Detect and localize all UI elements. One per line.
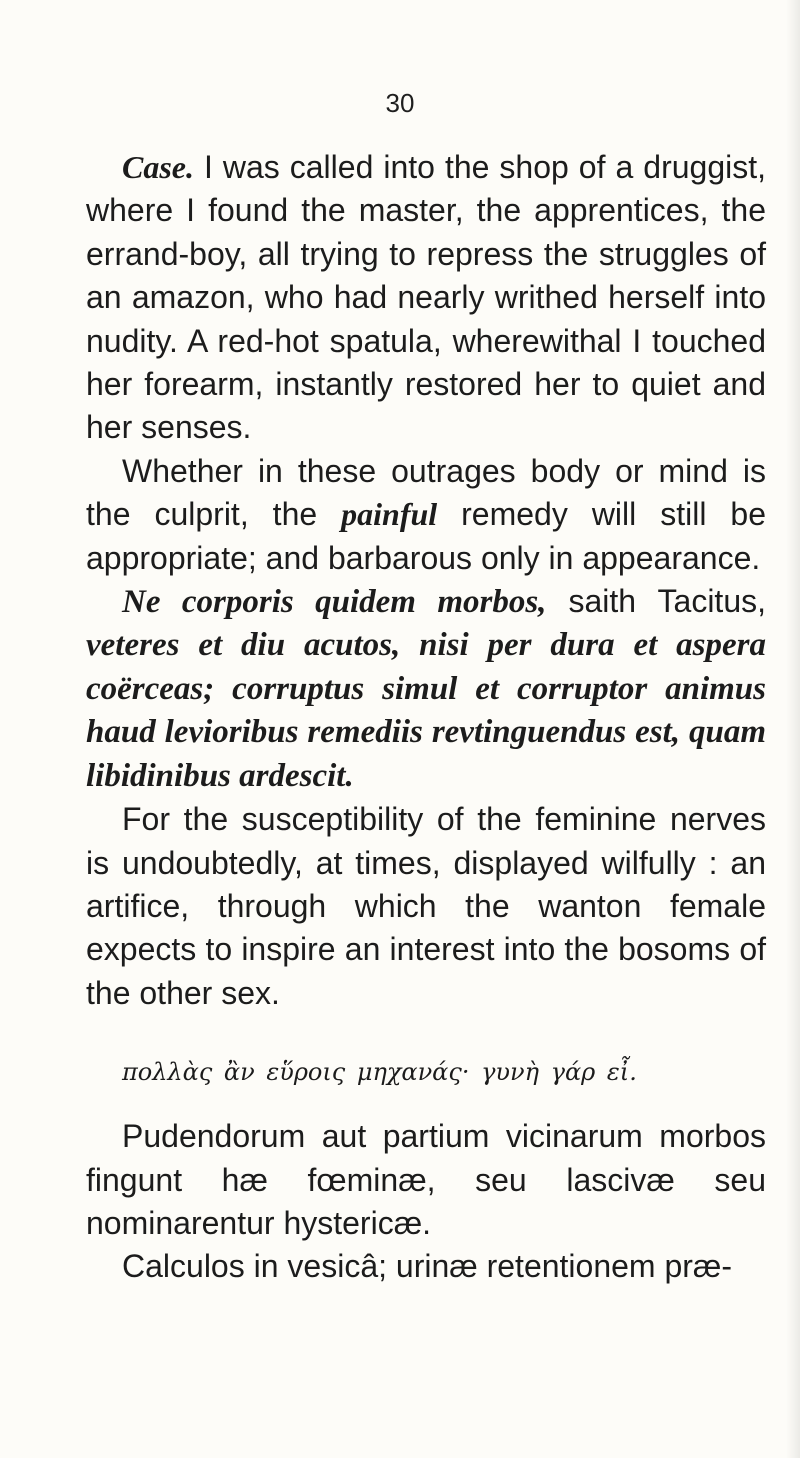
remedy-text-start: Whether in these outrages body or mind is the culprit, the [86,452,766,533]
paragraph-tacitus-quote [86,580,766,798]
page-number: 30 [385,88,415,118]
paragraph-pudendorum: Pudendorum aut partium vicinarum morbos fingunt hæ fœminæ, seu lascivæ seu nominarentur hystericæ. [86,1118,766,1241]
remedy-emphasis: painful [341,496,438,533]
quote-attribution: saith Tacitus, [546,583,766,620]
page-edge-shadow [786,0,800,1458]
paragraph-remedy [86,450,766,580]
remedy-text-end: remedy will still be appropriate; and barbarous only in appearance. [86,496,767,576]
paragraph-susceptibility: For the susceptibility of the feminine nerves is undoubtedly, at times, displayed wilfully : an artifice, through which the wanton female expects to inspire an interest into the bosoms of the other sex. [86,801,766,1011]
case-text: I was called into the shop of a druggist, where I found the master, the apprentices, the errand-boy, all trying to repress the struggles of an amazon, who had nearly writhed herself into nudity. A red-hot spatula, wherewithal I touched her forearm, instantly restored her to quiet and her senses. [86,149,766,446]
body-text [86,146,766,1289]
paragraph-calculos: Calculos in vesicâ; urinæ retentionem præ- [122,1248,733,1285]
paragraph-case [86,146,766,450]
case-label: Case. [122,149,194,185]
latin-quote-start: Ne corporis quidem morbos, [122,584,547,621]
greek-quote: πολλὰς ἂν εὕροις μηχανάς· γυνὴ γάρ εἶ. [122,1058,637,1087]
latin-quote-rest: veteres et diu acutos, nisi per dura et aspera coërceas; corruptus simul et corruptor animus haud levioribus remediis revtinguendus est, quam libidinibus ardescit. [86,627,766,794]
